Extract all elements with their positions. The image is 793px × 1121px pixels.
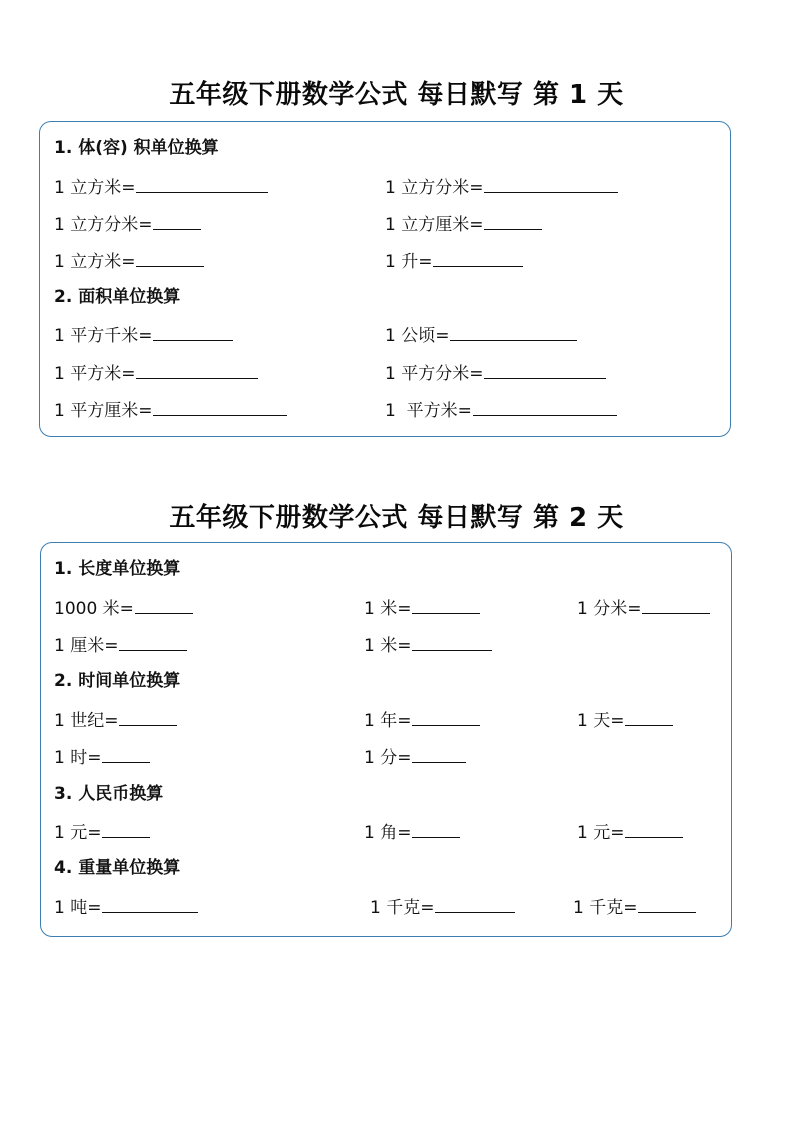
day2-s1-item4-label: 1 厘米= <box>54 636 119 656</box>
answer-blank[interactable] <box>642 597 710 614</box>
answer-blank[interactable] <box>412 821 460 838</box>
day2-s2-item5 <box>364 746 466 768</box>
day1-title: 五年级下册数学公式 每日默写 第 1 天 <box>169 80 624 110</box>
day2-section1-heading: 1. 长度单位换算 <box>54 559 181 579</box>
day2-s4-item2-label: 1 千克= <box>370 898 435 918</box>
day2-s4-item1-label: 1 吨= <box>54 898 102 918</box>
day1-s1-item6 <box>385 250 523 272</box>
answer-blank[interactable] <box>153 399 287 416</box>
answer-blank[interactable] <box>136 362 258 379</box>
day1-s2-item4-label: 1 平方分米= <box>385 364 484 384</box>
day2-s2-item2-label: 1 年= <box>364 711 412 731</box>
day2-s4-item3 <box>573 896 696 918</box>
answer-blank[interactable] <box>484 213 542 230</box>
day2-s2-item5-label: 1 分= <box>364 748 412 768</box>
day1-s2-item5-label: 1 平方厘米= <box>54 401 153 421</box>
day1-s1-item2-label: 1 立方分米= <box>385 178 484 198</box>
answer-blank[interactable] <box>135 597 193 614</box>
day2-s4-item1 <box>54 896 198 918</box>
answer-blank[interactable] <box>638 896 696 913</box>
day2-s1-item5 <box>364 634 492 656</box>
day2-s2-item4 <box>54 746 150 768</box>
answer-blank[interactable] <box>625 709 673 726</box>
answer-blank[interactable] <box>625 821 683 838</box>
day2-s4-item3-label: 1 千克= <box>573 898 638 918</box>
day2-s1-item5-label: 1 米= <box>364 636 412 656</box>
day2-s3-item1-label: 1 元= <box>54 823 102 843</box>
day2-s3-item3 <box>577 821 683 843</box>
day1-section1-heading: 1. 体(容) 积单位换算 <box>54 138 219 158</box>
day1-s2-item3-label: 1 平方米= <box>54 364 136 384</box>
day1-s1-item1 <box>54 176 268 198</box>
day2-s3-item3-label: 1 元= <box>577 823 625 843</box>
day2-s1-item2-label: 1 米= <box>364 599 412 619</box>
day1-s1-item2 <box>385 176 618 198</box>
day1-s2-item1 <box>54 324 233 346</box>
answer-blank[interactable] <box>102 746 150 763</box>
day1-section2-heading: 2. 面积单位换算 <box>54 287 181 307</box>
answer-blank[interactable] <box>119 709 177 726</box>
day1-s2-item4 <box>385 362 606 384</box>
answer-blank[interactable] <box>473 399 617 416</box>
day2-s2-item1 <box>54 709 177 731</box>
day1-s1-item6-label: 1 升= <box>385 252 433 272</box>
day2-s2-item4-label: 1 时= <box>54 748 102 768</box>
day1-s2-item1-label: 1 平方千米= <box>54 326 153 346</box>
day2-section2-heading: 2. 时间单位换算 <box>54 671 181 691</box>
answer-blank[interactable] <box>102 821 150 838</box>
answer-blank[interactable] <box>119 634 187 651</box>
day1-s2-item5 <box>54 399 287 421</box>
answer-blank[interactable] <box>153 213 201 230</box>
answer-blank[interactable] <box>435 896 515 913</box>
day1-s1-item5-label: 1 立方米= <box>54 252 136 272</box>
day2-s3-item1 <box>54 821 150 843</box>
day2-s3-item2-label: 1 角= <box>364 823 412 843</box>
day2-s1-item3 <box>577 597 710 619</box>
answer-blank[interactable] <box>412 746 466 763</box>
answer-blank[interactable] <box>484 176 618 193</box>
day2-s3-item2 <box>364 821 460 843</box>
answer-blank[interactable] <box>153 324 233 341</box>
answer-blank[interactable] <box>136 250 204 267</box>
day2-s1-item3-label: 1 分米= <box>577 599 642 619</box>
day2-s1-item1 <box>54 597 193 619</box>
day1-s1-item5 <box>54 250 204 272</box>
day2-s2-item1-label: 1 世纪= <box>54 711 119 731</box>
day2-s4-item2 <box>370 896 515 918</box>
day2-s2-item2 <box>364 709 480 731</box>
answer-blank[interactable] <box>136 176 268 193</box>
day1-s1-item3-label: 1 立方分米= <box>54 215 153 235</box>
day1-s1-item4 <box>385 213 542 235</box>
day1-s1-item3 <box>54 213 201 235</box>
day2-card <box>40 542 732 937</box>
answer-blank[interactable] <box>433 250 523 267</box>
day1-s2-item6 <box>385 399 617 421</box>
day2-s1-item1-label: 1000 米= <box>54 599 134 619</box>
answer-blank[interactable] <box>450 324 577 341</box>
answer-blank[interactable] <box>484 362 606 379</box>
day2-s1-item2 <box>364 597 480 619</box>
day1-card <box>39 121 731 437</box>
answer-blank[interactable] <box>102 896 198 913</box>
day1-s1-item4-label: 1 立方厘米= <box>385 215 484 235</box>
answer-blank[interactable] <box>412 597 480 614</box>
day1-s1-item1-label: 1 立方米= <box>54 178 136 198</box>
day1-s2-item3 <box>54 362 258 384</box>
answer-blank[interactable] <box>412 709 480 726</box>
day1-s2-item2 <box>385 324 577 346</box>
day1-s2-item6-label: 1 平方米= <box>385 401 472 421</box>
answer-blank[interactable] <box>412 634 492 651</box>
day2-title: 五年级下册数学公式 每日默写 第 2 天 <box>169 503 624 533</box>
day2-s2-item3-label: 1 天= <box>577 711 625 731</box>
day2-s1-item4 <box>54 634 187 656</box>
day2-s2-item3 <box>577 709 673 731</box>
day2-section4-heading: 4. 重量单位换算 <box>54 858 181 878</box>
day2-section3-heading: 3. 人民币换算 <box>54 784 164 804</box>
day1-s2-item2-label: 1 公顷= <box>385 326 450 346</box>
